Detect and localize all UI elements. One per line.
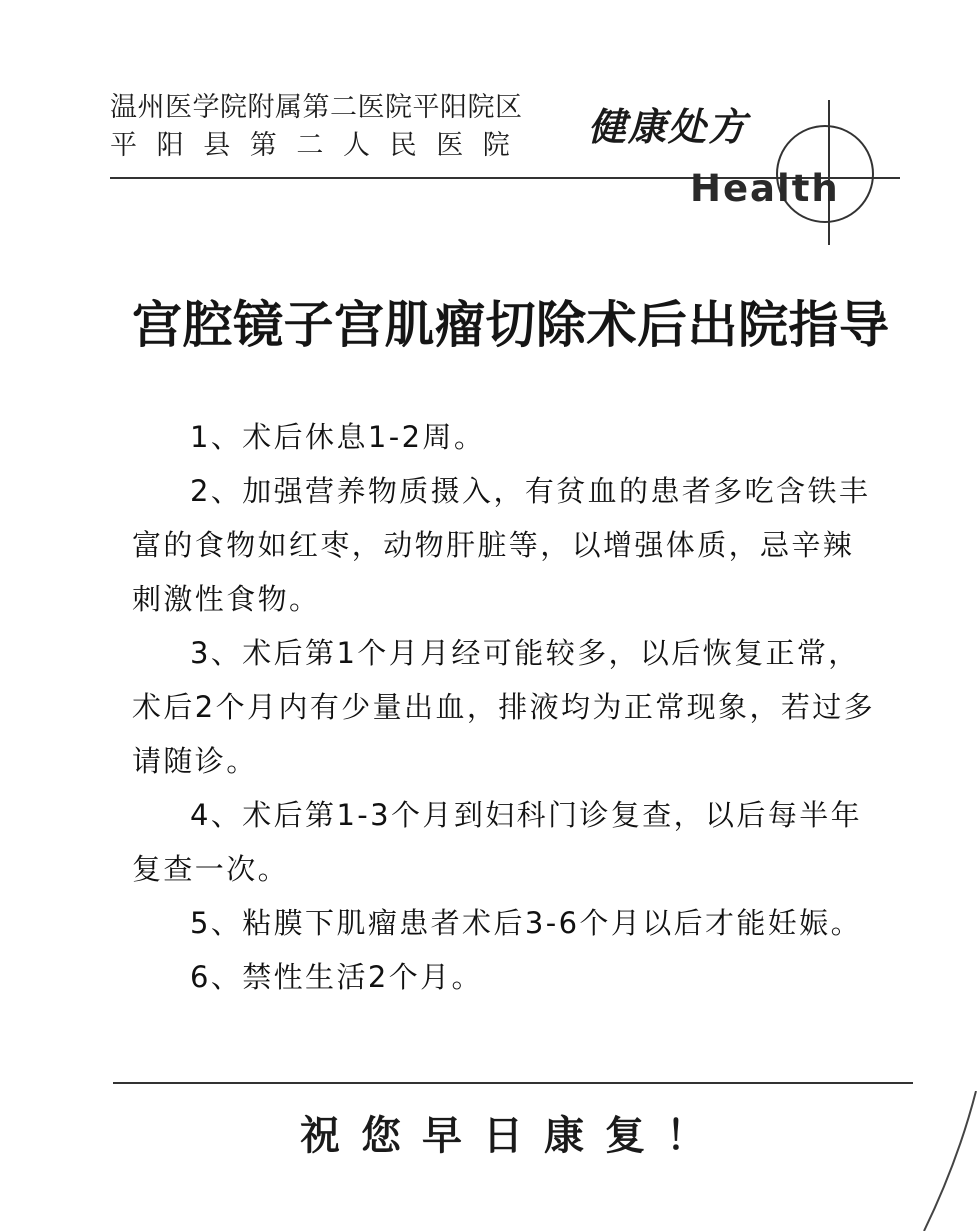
document-title: 宫腔镜子宫肌瘤切除术后出院指导 <box>132 296 890 354</box>
guidance-list <box>132 410 877 1004</box>
page-edge-curve <box>918 1091 978 1231</box>
hospital-name-primary: 温州医学院附属第二医院平阳院区 <box>110 92 523 123</box>
guidance-item: 4、术后第1-3个月到妇科门诊复查，以后每半年复查一次。 <box>132 798 863 886</box>
guidance-item: 3、术后第1个月月经可能较多，以后恢复正常，术后2个月内有少量出血，排液均为正常现象，若过多请随诊。 <box>132 636 876 778</box>
health-prescription-title: 健康处方 <box>588 104 749 149</box>
hospital-name-secondary: 平阳县第二人民医院 <box>110 130 530 161</box>
footer-divider <box>113 1082 913 1084</box>
guidance-item: 5、粘膜下肌瘤患者术后3-6个月以后才能妊娠。 <box>190 906 863 940</box>
guidance-item: 6、禁性生活2个月。 <box>190 960 483 994</box>
guidance-item: 2、加强营养物质摄入，有贫血的患者多吃含铁丰富的食物如红枣，动物肝脏等，以增强体质，忌辛辣刺激性食物。 <box>132 474 871 616</box>
health-label: Health <box>690 167 840 210</box>
closing-wish: 祝您早日康复！ <box>300 1112 727 1159</box>
guidance-item: 1、术后休息1-2周。 <box>190 420 486 454</box>
